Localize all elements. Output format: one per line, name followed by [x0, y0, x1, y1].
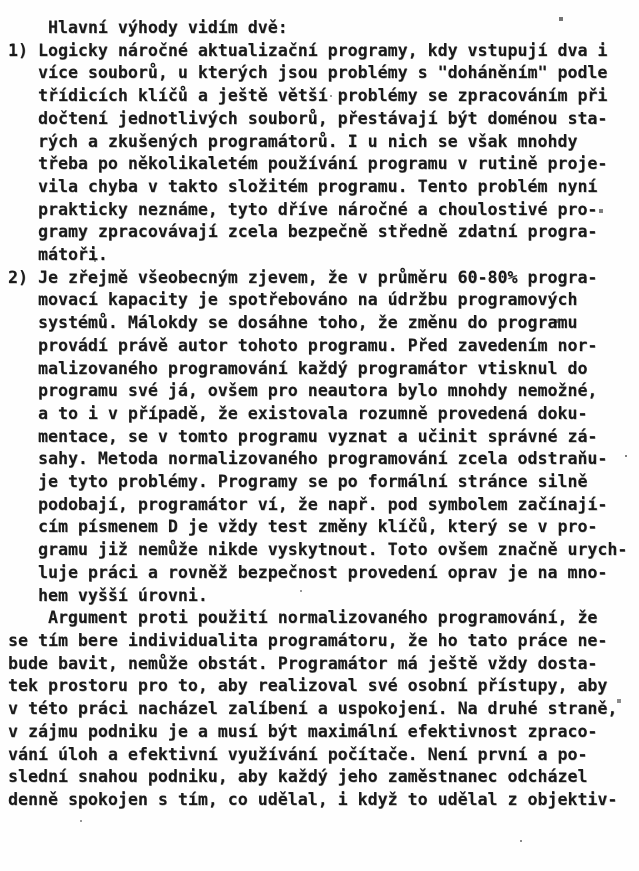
text-line: malizovaného programování každý programátor vtisknul do: [37, 358, 588, 378]
text-line: vila chyba v takto složitém programu. Tento problém nyní: [37, 176, 598, 196]
text-line: gramu již nemůže nikde vyskytnout. Toto ovšem značně urych-: [37, 540, 628, 560]
text-line: v zájmu podniku je a musí být maximální efektivnost zpraco-: [8, 721, 598, 741]
text-line: se tím bere individualita programátoru, že ho tato práce ne-: [8, 630, 608, 650]
text-line: sahy. Metoda normalizovaného programování zcela odstraňu-: [37, 449, 608, 469]
scan-noise: [0, 0, 2, 2]
text-line: více souborů, u kterých jsou problémy s "doháněním" podle: [37, 63, 608, 83]
text-line: Je zřejmě všeobecným zjevem, že v průměru 60-80% progra-: [37, 267, 598, 287]
text-line: systémů. Málokdy se dosáhne toho, že změnu do programu: [37, 313, 578, 333]
list-item-2-first-line: [8, 267, 635, 290]
text-line: a to i v případě, že existovala rozumně provedená doku-: [37, 403, 588, 423]
intro-line: Hlavní výhody vidím dvě:: [47, 18, 288, 37]
list-item-1-marker: 1): [8, 40, 28, 60]
text-line: prakticky neznáme, tyto dříve náročné a choulostivé pro-: [37, 199, 598, 219]
text-line: v této práci nacházel zalíbení a uspokojení. Na druhé straně,: [8, 699, 618, 719]
text-line: třeba po několikaletém používání programu v rutině proje-: [37, 154, 608, 174]
text-line: Argument proti použití normalizovaného programování, že: [47, 608, 598, 628]
text-line: movací kapacity je spotřebováno na údržbu programových: [37, 290, 578, 310]
list-item-2-marker: 2): [8, 267, 28, 287]
text-line: cím písmenem D je vždy test změny klíčů, který se v pro-: [37, 517, 598, 537]
text-line: programu své já, ovšem pro neautora bylo mnohdy nemožné,: [37, 381, 598, 401]
text-line: tek prostoru pro to, aby realizoval své osobní přístupy, aby: [8, 676, 608, 696]
text-line: třídicích klíčů a ještě větší problémy se zpracováním při: [37, 86, 608, 106]
text-line: denně spokojen s tím, co udělal, i když to udělal z objektiv-: [8, 789, 618, 809]
text-line: hem vyšší úrovni.: [37, 585, 208, 605]
text-line: gramy zpracovávají zcela bezpečně středně zdatní progra-: [37, 222, 598, 242]
list-item-1-first-line: [8, 40, 635, 63]
text-line: slední snahou podniku, aby každý jeho zaměstnanec odcházel: [8, 767, 588, 787]
text-line: rých a zkušených programátorů. I u nich se však mnohdy: [37, 131, 578, 151]
text-line: dočtení jednotlivých souborů, přestávají být doménou sta-: [37, 108, 608, 128]
text-line: luje práci a rovněž bezpečnost provedení oprav je na mno-: [37, 562, 608, 582]
text-line: vání úloh a efektivní využívání počítače. Není první a po-: [8, 744, 588, 764]
text-line: mentace, se v tomto programu vyznat a učinit správné zá-: [37, 426, 598, 446]
text-line: provádí právě autor tohoto programu. Před zavedením nor-: [37, 335, 598, 355]
text-line: mátoři.: [37, 245, 108, 265]
text-line: bude bavit, nemůže obstát. Programátor má ještě vždy dosta-: [8, 653, 598, 673]
text-line: je tyto problémy. Programy se po formální stránce silně: [37, 472, 588, 492]
text-line: Logicky náročné aktualizační programy, kdy vstupují dva i: [37, 40, 608, 60]
text-line: podobají, programátor ví, že např. pod symbolem začínají-: [37, 494, 608, 514]
